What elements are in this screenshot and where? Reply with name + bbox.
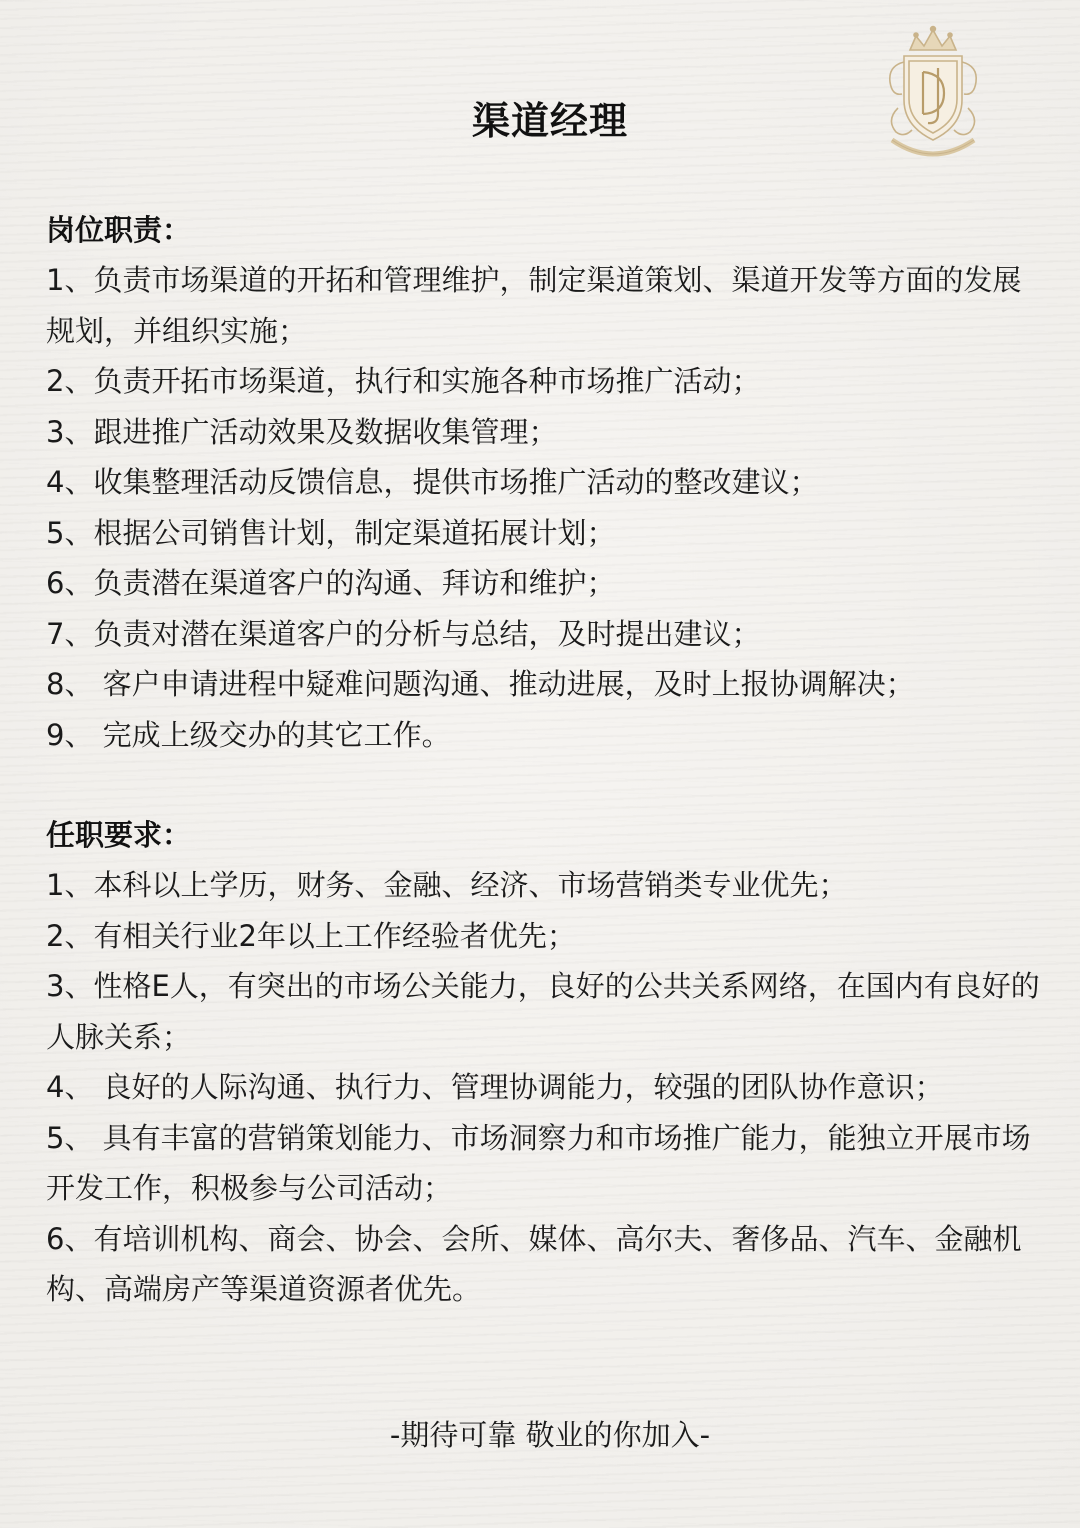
responsibilities-list [46, 255, 1046, 760]
responsibilities-heading: 岗位职责： [46, 213, 192, 247]
list-item: 4、 良好的人际沟通、执行力、管理协调能力，较强的团队协作意识； [46, 1070, 944, 1104]
list-item: 1、负责市场渠道的开拓和管理维护，制定渠道策划、渠道开发等方面的发展规划，并组织实施； [46, 263, 1022, 348]
list-item: 1、本科以上学历，财务、金融、经济、市场营销类专业优先； [46, 868, 848, 902]
list-item: 9、 完成上级交办的其它工作。 [46, 717, 451, 752]
list-item: 7、负责对潜在渠道客户的分析与总结，及时提出建议； [46, 616, 761, 651]
requirements-list [46, 860, 1046, 1315]
responsibilities-section [46, 205, 1046, 760]
list-item: 3、跟进推广活动效果及数据收集管理； [46, 414, 558, 449]
list-item: 5、 具有丰富的营销策划能力、市场洞察力和市场推广能力，能独立开展市场开发工作，积极参与公司活动； [46, 1120, 1031, 1205]
list-item: 4、收集整理活动反馈信息，提供市场推广活动的整改建议； [46, 465, 819, 499]
list-item: 6、有培训机构、商会、协会、会所、媒体、高尔夫、奢侈品、汽车、金融机构、高端房产等渠道资源者优先。 [46, 1221, 1022, 1306]
page-title: 渠道经理 [471, 99, 628, 143]
list-item: 2、有相关行业2年以上工作经验者优先； [46, 918, 576, 953]
requirements-heading: 任职要求： [46, 818, 192, 852]
list-item: 6、负责潜在渠道客户的沟通、拜访和维护； [46, 566, 616, 600]
list-item: 8、 客户申请进程中疑难问题沟通、推动进展，及时上报协调解决； [46, 667, 915, 701]
list-item: 3、性格E人，有突出的市场公关能力，良好的公共关系网络，在国内有良好的人脉关系； [46, 969, 1040, 1054]
list-item: 2、负责开拓市场渠道，执行和实施各种市场推广活动； [46, 364, 761, 398]
requirements-section [46, 810, 1046, 1315]
footer-slogan: -期待可靠 敬业的你加入- [389, 1418, 711, 1452]
list-item: 5、根据公司销售计划，制定渠道拓展计划； [46, 515, 616, 550]
